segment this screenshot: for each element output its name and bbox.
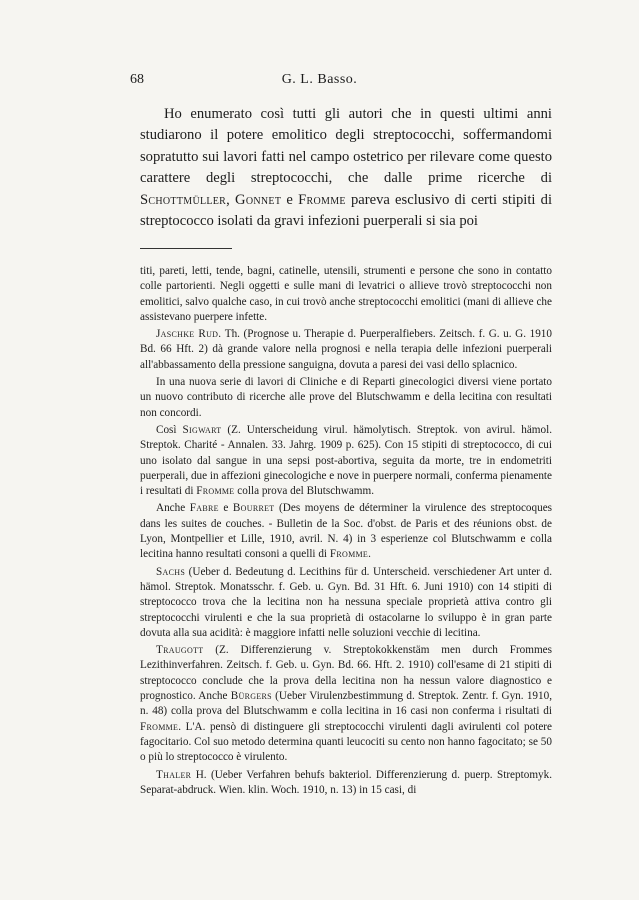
footnotes [140,264,552,800]
footnote-paragraph [140,375,552,421]
author-name: Sachs [156,565,186,578]
footnote-text: (Des moyens de déterminer la virulence des streptocoques dans les suites de couches. - Bulletin de la Soc. d'obst. de Paris et des réunions obst. de Lyon, Montpellier et Lille, 1910, avril. N. 4) in 3 esperienze col Blutschwamm e colla lecitina hanno resultati consoni a quelli di [140,502,553,561]
footnote-paragraph [140,643,552,765]
author-name: Fabre [189,502,219,515]
footnote-text: (Z. Differenzierung v. Streptokokkenstäm men durch Frommes Lezithinverfahren. Zeitsch. f. Geb. u. Gyn. Bd. 66. Hft. 2. 1910) coll'esame di 21 stipiti di streptococco conclude che la prova della lecitina non ha nessun valore diagnostico e prognostico. Anche [140,644,552,703]
author-name: Bürgers [230,690,272,703]
footnote-text: Th. (Prognose u. Therapie d. Puerperalfiebers. Zeitsch. f. G. u. G. 1910 Bd. 66 Hft. 2) dà grande valore nella prognosi e nella terapia delle infezioni puerperali all'abbassamento della pressione sanguigna, dovuta a paresi dei vasi dello splacnico. [140,328,552,371]
footnote-text: titi, pareti, letti, tende, bagni, catinelle, utensili, strumenti e persone che sono in contatto colle partorienti. Negli oggetti e sulle mani di levatrici o allieve trovò streptococchi non emolitici, salvo qualche caso, in cui trovò anche streptococchi emolitici (mani di allieve che assistevano puerpere infette. [140,265,552,323]
main-text-segment: pareva esclusivo di certi stipiti di streptococco isolati da gravi infezioni puerperali si sia poi [140,191,553,230]
footnote-text: . L'A. pensò di distinguere gli streptococchi virulenti dagli avirulenti col potere fagocitario. Col suo metodo determina quanti leucociti su cento non hanno fagocitato; se 50 o più lo streptococco è virulento. [140,720,552,764]
footnote-text: colla prova del Blutschwamm. [234,485,374,498]
footnote-paragraph [140,423,552,499]
author-name: Sigwart [182,423,222,436]
footnote-text: Anche [156,502,190,515]
author-name: Fromme [329,548,369,561]
page-header [0,72,639,96]
author-name: Fromme [298,191,346,208]
author-name: Bourret [232,502,275,515]
footnote-text: (Z. Unterscheidung virul. hämolytisch. Streptok. von avirul. hämol. Streptok. Charité - Annalen. 33. Jahrg. 1909 p. 625). Con 15 stipiti di streptococco, di cui uno isolato dal sangue in una sepsi post-abortiva, seguita da morte, tre in endometriti puerperali, due in affezioni ginecologiche e nove in puerpere normali, conferma pienamente i resultati di [140,423,552,498]
footnote-paragraph [140,264,552,325]
separator: e [281,191,299,208]
author-name: Gonnet [235,191,282,208]
footnote-text: e [218,502,233,515]
footnote-text: . [368,548,371,561]
footnote-paragraph [140,501,552,562]
main-text-segment: Ho enumerato così tutti gli autori che in questi ultimi anni studiarono il potere emolitico degli streptococchi, soffermandomi sopratutto sui lavori fatti nel campo ostetrico per rilevare come questo carattere degli streptococchi, che dalle prime ricerche di [140,106,552,187]
running-title: G. L. Basso. [281,72,358,87]
footnote-paragraph [140,327,552,373]
footnote-text: In una nuova serie di lavori di Cliniche e di Reparti ginecologici diversi viene portato un nuovo contributo di ricerche alle prove del Blutschwamm e della lecitina con resultati non concordi. [140,376,552,419]
footnote-text: (Ueber d. Bedeutung d. Lecithins für d. Unterscheid. verschiedener Art unter d. hämol. Streptok. Monatsschr. f. Geb. u. Gyn. Bd. 31 Hft. 6. Juni 1910) con 14 stipiti di streptococco trova che la lecitina non ha nessuna speciale proprietà attiva contro gli streptococchi virulenti e che la sua proprietà di ostacolarne lo sviluppo è in gran parte dovuta alla sua acidità: è maggiore infatti nelle soluzioni vecchie di lecitina. [140,565,552,639]
footnote-paragraph [140,565,552,641]
author-name: Fromme [140,720,179,733]
author-name: Schottmüller [140,191,227,208]
author-name: Fromme [196,485,235,498]
main-paragraph [140,104,552,232]
footnote-rule [140,248,232,249]
footnote-text: Così [156,423,183,436]
footnote-text: H. (Ueber Verfahren behufs bakteriol. Differenzierung d. puerp. Streptomyk. Separat-abdruck. Wien. klin. Woch. 1910, n. 13) in 15 casi, di [140,768,552,796]
author-name: Thaler [156,768,192,781]
footnote-text: (Ueber Virulenzbestimmung d. Streptok. Zentr. f. Gyn. 1910, n. 48) colla prova del Blutschwamm e colla lecitina in 16 casi non conferma i risultati di [140,690,552,718]
author-name: Jaschke Rud. [156,328,222,341]
separator: , [226,191,235,208]
main-text [140,104,552,232]
footnote-paragraph [140,768,552,799]
author-name: Traugott [156,644,204,657]
page-number: 68 [130,72,144,87]
